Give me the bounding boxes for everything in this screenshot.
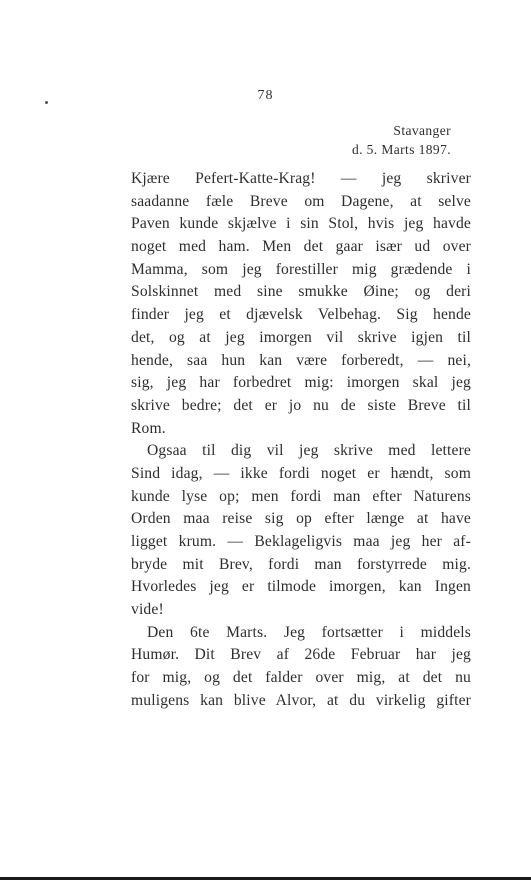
text-line: Rom. xyxy=(131,419,166,437)
text-line: Orden maa reise sig op efter længe at have xyxy=(131,510,471,528)
text-line: Ogsaa til dig vil jeg skrive med lettere xyxy=(147,442,471,460)
text-line: for mig, og det falder over mig, at det nu xyxy=(131,669,471,687)
text-line: Humør. Dit Brev af 26de Februar har jeg xyxy=(131,646,471,664)
letter-place: Stavanger xyxy=(393,123,451,138)
text-line: Den 6te Marts. Jeg fortsætter i middels xyxy=(147,623,471,641)
letter-body xyxy=(131,168,471,713)
text-line: Paven kunde skjælve i sin Stol, hvis jeg havde xyxy=(131,215,471,233)
text-line: bryde mit Brev, fordi man forstyrrede mig. xyxy=(131,555,471,573)
text-line: Solskinnet med sine smukke Øine; og deri xyxy=(131,283,471,301)
text-line: skrive bedre; det er jo nu de siste Breve til xyxy=(131,396,471,414)
text-line: finder jeg et djævelsk Velbehag. Sig hende xyxy=(131,306,471,324)
text-line: Kjære Pefert-Katte-Krag! — jeg skriver xyxy=(131,170,471,187)
text-line: noget med ham. Men det gaar især ud over xyxy=(131,238,471,256)
text-line: vide! xyxy=(131,601,164,619)
text-line: ligget krum. — Beklageligvis maa jeg her af- xyxy=(131,533,471,550)
text-line: Mamma, som jeg forestiller mig grædende i xyxy=(131,260,471,278)
page-number: 78 xyxy=(257,88,274,103)
text-line: kunde lyse op; men fordi man efter Naturens xyxy=(131,487,471,505)
text-line: Sind idag, — ikke fordi noget er hændt, som xyxy=(131,464,471,482)
text-line: Hvorledes jeg er tilmode imorgen, kan Ingen xyxy=(131,578,471,596)
text-line: saadanne fæle Breve om Dagene, at selve xyxy=(131,192,471,210)
text-line: det, og at jeg imorgen vil skrive igjen til xyxy=(131,328,471,346)
letter-date: d. 5. Marts 1897. xyxy=(351,142,451,157)
text-line: muligens kan blive Alvor, at du virkelig gifter xyxy=(131,691,471,709)
text-line: sig, jeg har forbedret mig: imorgen skal jeg xyxy=(131,374,471,392)
text-line: hende, saa hun kan være forberedt, — nei, xyxy=(131,351,471,369)
